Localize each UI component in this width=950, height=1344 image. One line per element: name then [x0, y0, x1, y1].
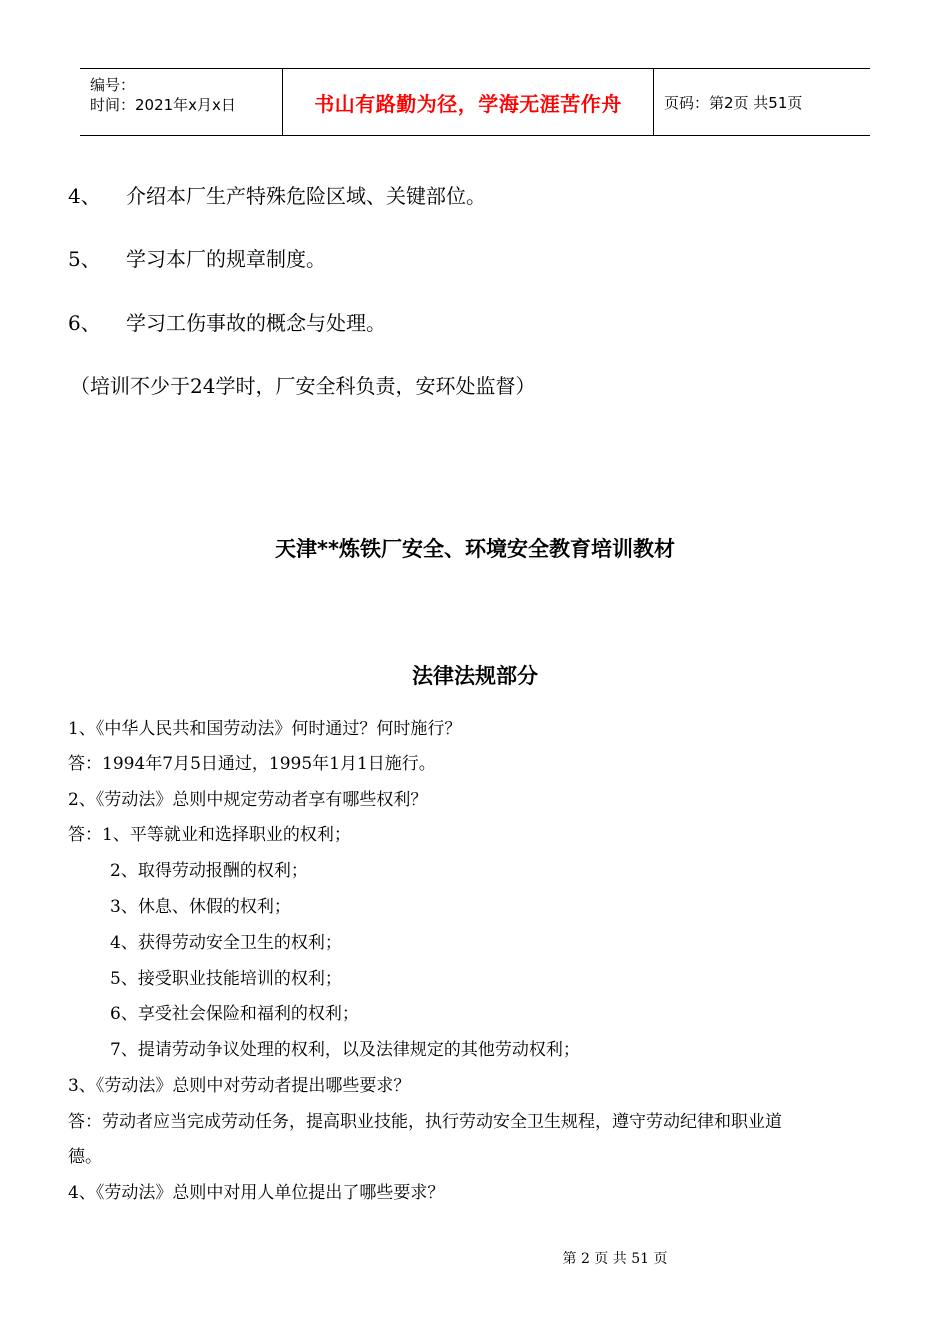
- number-label: 编号：: [90, 76, 136, 94]
- page-footer: [0, 1248, 950, 1268]
- main-title: 天津**炼铁厂安全、环境安全教育培训教材: [275, 537, 675, 561]
- list-number: 6、: [68, 311, 101, 335]
- header-motto: 书山有路勤为径，学海无涯苦作舟: [314, 91, 622, 116]
- body-line: 德。: [68, 1147, 102, 1167]
- footer-page-number: 第 2 页 共 51 页: [562, 1251, 668, 1267]
- body-line: 答：1、平等就业和选择职业的权利；: [68, 825, 351, 845]
- body-line: 1、《中华人民共和国劳动法》何时通过？何时施行？: [68, 719, 462, 739]
- body-line: 4、《劳动法》总则中对用人单位提出了哪些要求？: [68, 1183, 445, 1203]
- body-line: 答：1994年7月5日通过，1995年1月1日施行。: [68, 754, 436, 774]
- list-item: [68, 180, 486, 209]
- list-number: 4、: [68, 184, 101, 208]
- list-text: 学习工伤事故的概念与处理。: [126, 311, 386, 335]
- time-label: 时间：2021年x月x日: [90, 96, 236, 114]
- list-item: [68, 307, 386, 336]
- body-line: 3、《劳动法》总则中对劳动者提出哪些要求？: [68, 1076, 411, 1096]
- list-number: 5、: [68, 247, 101, 271]
- list-item: [68, 243, 326, 272]
- body-line: 2、《劳动法》总则中规定劳动者享有哪些权利？: [68, 790, 428, 810]
- body-line: 2、取得劳动报酬的权利；: [110, 861, 308, 881]
- body-line: 4、获得劳动安全卫生的权利；: [110, 933, 342, 953]
- header-page-info: 页码：第2页 共51页: [664, 93, 803, 112]
- body-line: 6、享受社会保险和福利的权利；: [110, 1004, 359, 1024]
- body-line: 7、提请劳动争议处理的权利，以及法律规定的其他劳动权利；: [110, 1040, 580, 1060]
- section-title: 法律法规部分: [412, 664, 538, 688]
- header-meta: [80, 69, 282, 135]
- body-line: 答：劳动者应当完成劳动任务，提高职业技能，执行劳动安全卫生规程，遵守劳动纪律和职业道: [68, 1112, 782, 1132]
- list-text: 介绍本厂生产特殊危险区域、关键部位。: [126, 184, 486, 208]
- body-line: 5、接受职业技能培训的权利；: [110, 969, 342, 989]
- document-header: [80, 68, 870, 136]
- body-line: 3、休息、休假的权利；: [110, 897, 291, 917]
- header-motto-cell: [282, 69, 654, 135]
- list-text: 学习本厂的规章制度。: [126, 247, 326, 271]
- training-note: （培训不少于24学时，厂安全科负责，安环处监督）: [70, 374, 536, 398]
